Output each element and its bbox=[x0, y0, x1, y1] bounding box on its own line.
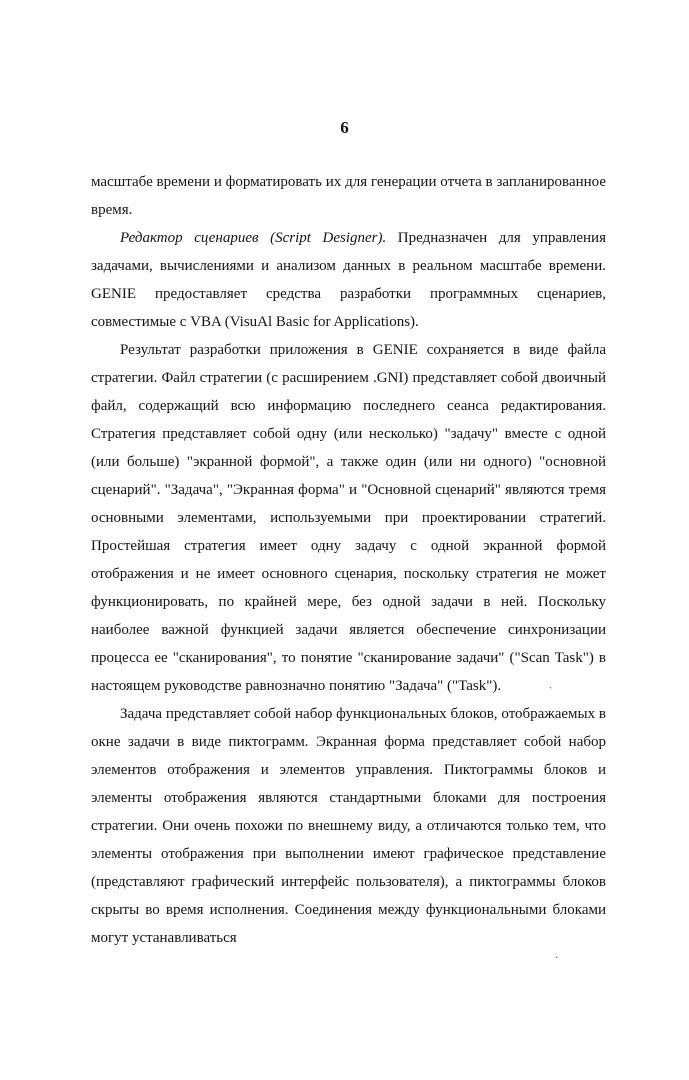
scan-artifact-dot: · bbox=[555, 953, 559, 964]
paragraph-strategy-file bbox=[91, 336, 606, 700]
page-body bbox=[91, 168, 606, 952]
paragraph-text: Результат разработки приложения в GENIE сохраняется в виде файла стратегии. Файл стратегии (с расширением .GNI) представляет собой двоичный файл, содержащий всю информацию последнего сеанса редактирования. Стратегия представляет собой одну (или несколько) "задачу" вместе с одной (или больше) "экранной формой", а также один (или ни одного) "основной сценарий". "Задача", "Экранная форма" и "Основной сценарий" являются тремя основными элементами, используемыми при проектировании стратегий. Простейшая стратегия имеет одну задачу с одной экранной формой отображения и не имеет основного сценария, поскольку стратегия не может функционировать, по крайней мере, без одной задачи в ней. Поскольку наиболее важной функцией задачи является обеспечение синхронизации процесса ее "сканирования", то понятие "сканирование задачи" ("Scan Task") в настоящем руководстве равнозначно понятию "Задача" ("Task"). bbox=[91, 342, 606, 694]
paragraph-text: Задача представляет собой набор функциональных блоков, отображаемых в окне задачи в виде пиктограмм. Экранная форма представляет собой набор элементов отображения и элементов управления. Пиктограммы блоков и элементы отображения являются стандартными блоками для построения стратегии. Они очень похожи по внешнему виду, а отличаются только тем, что элементы отображения при выполнении имеют графическое представление (представляют графический интерфейс пользователя), а пиктограммы блоков скрыты во время исполнения. Соединения между функциональными блоками могут устанавливаться bbox=[91, 706, 606, 946]
paragraph-script-designer bbox=[91, 224, 606, 336]
paragraph-text: масштабе времени и форматировать их для генерации отчета в запланированное время. bbox=[91, 174, 606, 218]
scan-artifact-mark: ˏ bbox=[549, 678, 553, 689]
page-number: 6 bbox=[340, 118, 349, 137]
paragraph-text: Предназначен для управления задачами, вычислениями и анализом данных в реальном масштабе времени. GENIE предоставляет средства разработки программных сценариев, совместимые с VBA (VisuAl Basic for Applications). bbox=[91, 230, 606, 330]
paragraph-task-description bbox=[91, 700, 606, 952]
paragraph-continuation bbox=[91, 168, 606, 224]
term-script-designer: Редактор сценариев (Script Designer). bbox=[120, 230, 387, 246]
